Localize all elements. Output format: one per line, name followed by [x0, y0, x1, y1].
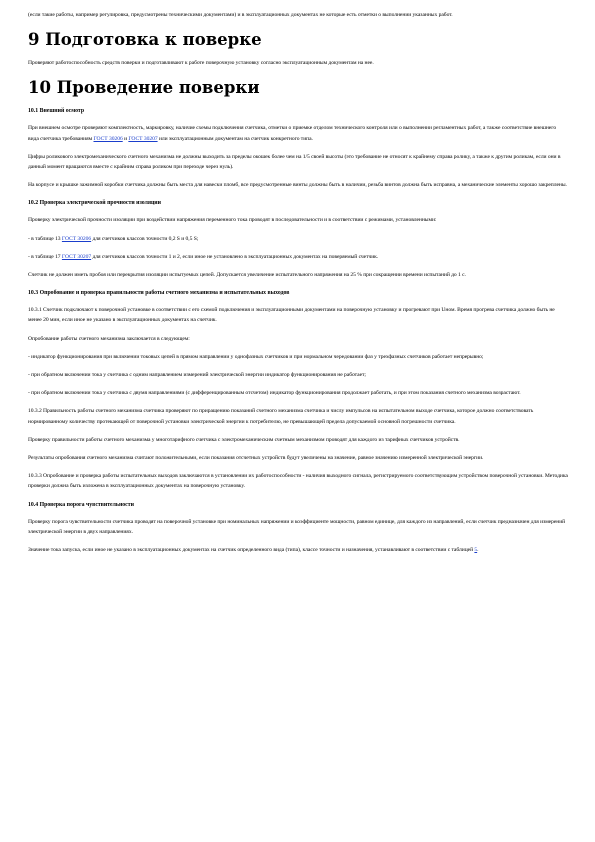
paragraph-continuation: (если такие работы, например регулировка, предусмотрены техническими документами) и в эксплуатационных документах не которые есть отметки о выполнении указанных работ. [28, 12, 453, 18]
paragraph-10-3-3: 10.3.3 Опробование и проверка работы испытательных выходов заключаются в установлении их работоспособности - наличия выходного сигнала, регистрируемого соответствующим устройством поверочной установки. Методика проверки должна быть изложена в эксплуатационных документах на поверочную установку. [28, 473, 568, 490]
link-gost-30206[interactable]: ГОСТ 30206 [61, 235, 92, 242]
text-fragment: При внешнем осмотре проверяют комплектность, маркировку, наличие схемы подключения счетчика, отметки о приемке отделом технического контроля или о выполнении регламентных работ, а также соответствие внешнего вида счетчика требованиям [28, 125, 557, 142]
paragraph-indicator-forward: - индикатор функционирования при включении токовых цепей в прямом направлении у однофазных счетчиков и при нормальном чередовании фаз у трехфазных счетчиков работает непрерывно; [28, 353, 484, 360]
paragraph-indicator-reverse-two: - при обратном включении тока у счетчика с двумя направлениями (с дифференцированным отсчетом) индикатор функционирования продолжает работать, и при этом показания счетного механизма возрастают. [28, 390, 521, 397]
text-fragment: - в таблице 13 [28, 235, 62, 242]
text-fragment: и [122, 135, 129, 142]
paragraph-table-17 [28, 252, 568, 262]
paragraph-start-current [28, 545, 568, 555]
paragraph-indicator-reverse-one: - при обратном включении тока у счетчика с одним направлением измерений электрической энергии индикатор функционирования не работает; [28, 372, 366, 379]
paragraph-multitariff: Проверку правильности работы счетного механизма у многотарифного счетчика с электромеханическим счетным механизмом проводят для каждого из тарифных счетчиков устройств. [28, 436, 460, 443]
paragraph-10-3-1: 10.3.1 Счетчик подключают к поверочной установке в соответствии с его схемой подключения и эксплуатационными документами на поверочную установку и прогревают при Uном. Время прогрева счетчика должно быть не менее 20 мин, если иное не указано в эксплуатационных документах на счетчик. [28, 307, 555, 324]
text-fragment: . [477, 547, 479, 554]
text-fragment: или эксплуатационным документам на счетчик конкретного типа. [157, 135, 313, 142]
paragraph-results: Результаты опробования счетного механизма считают положительными, если показания отсчетных устройств будут увеличены на значение, равное значению измеренной электрической энергии. [28, 455, 484, 462]
paragraph-roller-digits: Цифры роликового электромеханического счетного механизма не должны выходить за пределы окошек более чем на 1/5 своей высоты (это требование не относят к крайнему справа ролику, а также к другим роликам, если они в данный момент вращаются вместе с крайним справа роликом при переходе через нуль). [28, 153, 561, 171]
paragraph-no-breakdown: Счетчик не должен иметь пробоя или перекрытия изоляции испытуемых цепей. Допускается увеличение испытательного напряжения на 25 % при сокращении времени испытаний до 1 с. [28, 272, 466, 279]
text-fragment: - в таблице 17 [28, 253, 62, 260]
paragraph-sensitivity: Проверку порога чувствительности счетчика проводят на поверочной установке при номинальных напряжении и коэффициенте мощности, равном единице, для каждого из направлений, если счетчик предназначен для измерений электрической энергии в двух направлениях. [28, 518, 566, 535]
link-gost-30207[interactable]: ГОСТ 30207 [128, 135, 158, 142]
paragraph-preparation: Проверяют работоспособность средств поверки и подготавливают к работе поверочную установку согласно эксплуатационным документам на нее. [28, 60, 374, 67]
paragraph-visual-inspection [28, 123, 568, 143]
subsection-10-4-heading: 10.4 Проверка порога чувствительности [28, 501, 134, 508]
text-fragment: Значение тока запуска, если иное не указано в эксплуатационных документах на счетчик определенного вида (типа), классе точности и назначения, устанавливают в соответствии с таблицей [28, 547, 475, 554]
link-gost-30207[interactable]: ГОСТ 30207 [61, 253, 92, 260]
section-10-heading: 10 Проведение поверки [28, 78, 260, 98]
paragraph-10-3-2: 10.3.2 Правильность работы счетного механизма счетчика проверяют по приращению показаний счетного механизма счетчика и числу импульсов на испытательном выходе счетчика, которое должно соответствовать нормированному количеству протекающей от поверочной установки электрической энергии к потребителю, не превышающей предела допускаемой основной погрешности счетчика. [28, 408, 534, 425]
paragraph-testing-intro: Опробование работы счетного механизма заключается в следующем: [28, 335, 190, 342]
link-table-5[interactable]: 5 [474, 547, 478, 554]
paragraph-table-13 [28, 234, 568, 244]
text-fragment: для счетчиков классов точности 0,2 S и 0,5 S; [91, 235, 199, 242]
subsection-10-3-heading: 10.3 Опробование и проверка правильности работы счетного механизма и испытательных выходов [28, 290, 290, 297]
link-gost-30206[interactable]: ГОСТ 30206 [93, 135, 123, 142]
subsection-10-1-heading: 10.1 Внешний осмотр [28, 108, 85, 115]
paragraph-insulation-test: Проверку электрической прочности изоляции при воздействии напряжения переменного тока проводят в последовательности и в соответствии с режимами, установленными: [28, 217, 437, 224]
text-fragment: для счетчиков классов точности 1 и 2, если иное не установлено в эксплуатационных документах на поверяемый счетчик. [91, 253, 379, 260]
paragraph-seal-places: На корпусе и крышке зажимной коробки счетчика должны быть места для навески пломб, все предусмотренные винты должны быть в наличии, резьба винтов должна быть исправна, а механические элементы хорошо закреплены. [28, 182, 567, 189]
section-9-heading: 9 Подготовка к поверке [28, 30, 262, 50]
document-page [28, 10, 568, 563]
subsection-10-2-heading: 10.2 Проверка электрической прочности изоляции [28, 200, 161, 207]
